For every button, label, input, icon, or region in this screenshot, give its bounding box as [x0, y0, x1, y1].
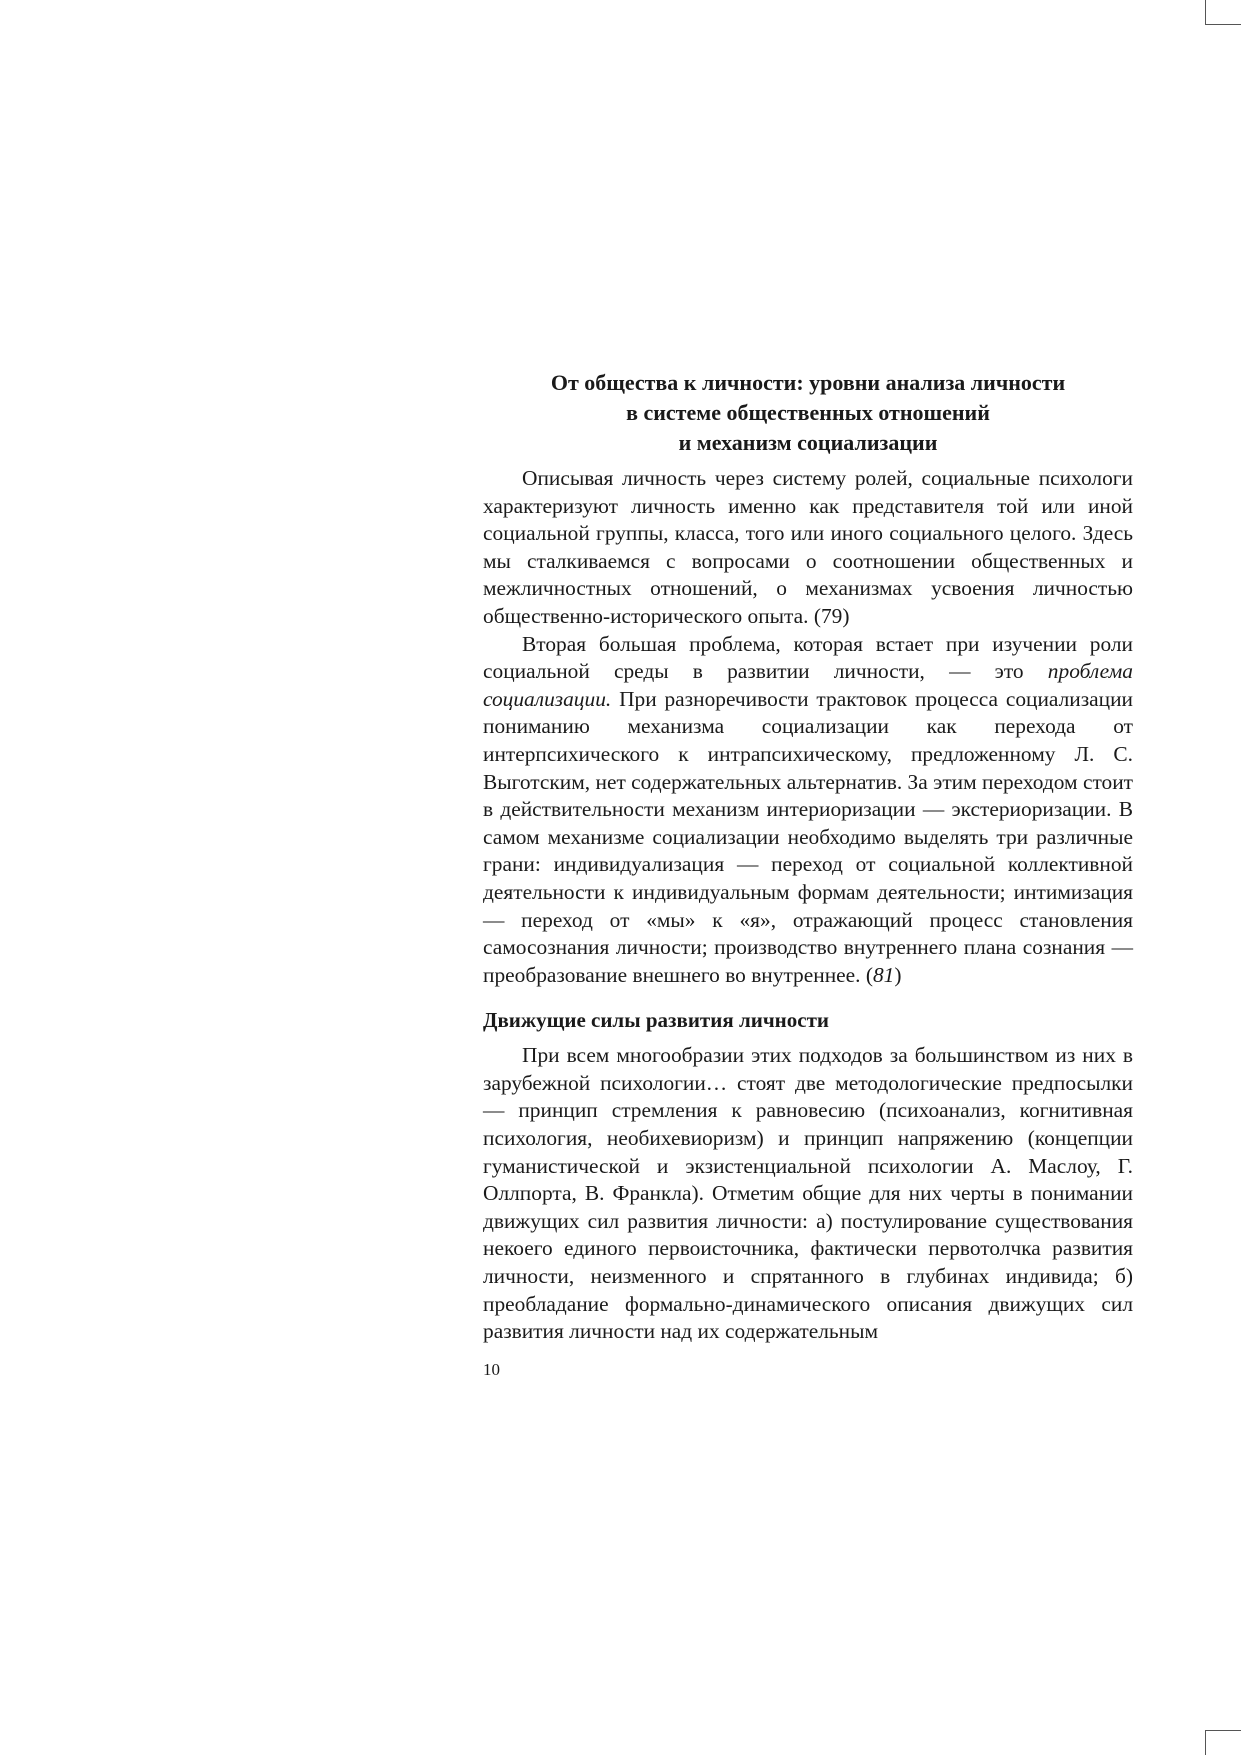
crop-mark-bottom-vertical: [1205, 1730, 1206, 1755]
paragraph-socialization: [483, 631, 1133, 990]
crop-mark-top-horizontal: [1205, 24, 1241, 25]
page-number: 10: [483, 1360, 500, 1379]
section-heading: Движущие силы развития личности: [483, 1008, 830, 1033]
chapter-title-line-2: в системе общественных отношений: [626, 400, 990, 425]
chapter-title: [483, 368, 1133, 458]
crop-mark-top-vertical: [1205, 0, 1206, 24]
paragraph-roles: Описывая личность через систему ролей, социальные психологи характеризуют личность именно как представителя той или иной социальной группы, класса, того или иного социального целого. Здесь мы сталкиваемся с вопросами о соотношении общественных и межличностных отношений, о механизмах усвоения личностью общественно-исторического опыта. (79): [483, 466, 1133, 628]
chapter-title-line-3: и механизм социализации: [678, 430, 938, 455]
term-socialization-problem: проблема социализации.: [483, 659, 1133, 711]
paragraph-socialization-text-b: При разноречивости трактовок процесса социализации пониманию механизма социализации как перехода от интерпсихического к интрапсихическому, предложенному Л. С. Выготским, нет содержательных альтернатив. За этим переходом стоит в действительности механизм интериоризации — экстериоризации. В самом механизме социализации необходимо выделять три различные грани: индивидуализация — переход от социальной коллективной деятельности к индивидуальным формам деятельности; интимизация — переход от «мы» к «я», отражающий процесс становления самосознания личности; производство внутреннего плана сознания — преобразование внешнего во внутреннее. (: [483, 686, 1133, 987]
chapter-title-line-1: От общества к личности: уровни анализа личности: [550, 370, 1066, 395]
crop-mark-bottom-horizontal: [1205, 1730, 1241, 1731]
reference-number: 81: [872, 962, 895, 987]
paragraph-socialization-text-a: Вторая большая проблема, которая встает при изучении роли социальной среды в развитии личности, — это: [483, 631, 1133, 684]
page-text-block: [483, 368, 1133, 1346]
paragraph-driving-forces: При всем многообразии этих подходов за большинством из них в зарубежной психологии… стоят две методологические предпосылки — принцип стремления к равновесию (психоанализ, когнитивная психология, необихевиоризм) и принцип напряжению (концепции гуманистической и экзистенциальной психологии А. Маслоу, Г. Оллпорта, В. Франкла). Отметим общие для них черты в понимании движущих сил развития личности: а) постулирование существования некоего единого первоисточника, фактически первотолчка развития личности, неизменного и спрятанного в глубинах индивида; б) преобладание формально-динамического описания движущих сил развития личности над их содержательным: [483, 1043, 1133, 1344]
reference-closing: ): [894, 962, 902, 987]
